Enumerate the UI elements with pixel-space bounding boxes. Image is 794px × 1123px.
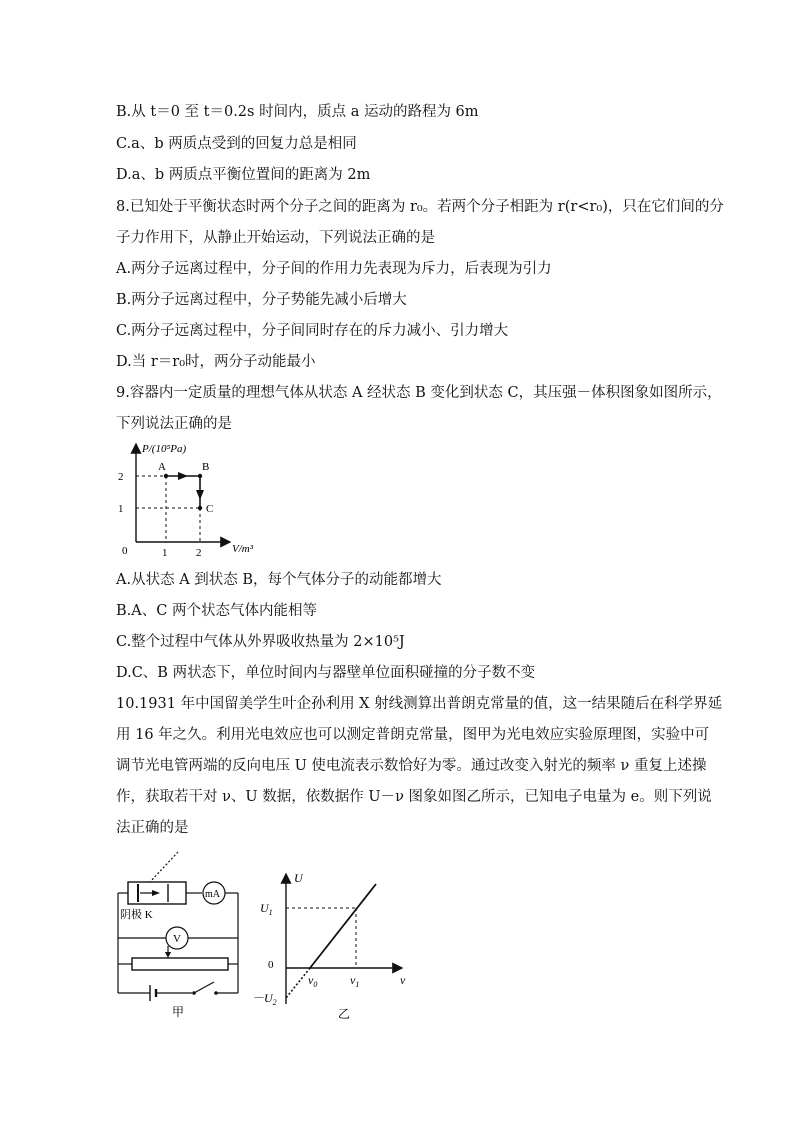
pv-origin-label: 0: [122, 545, 128, 557]
nu-axis-label: ν: [400, 973, 406, 987]
u-nu-graph: [252, 864, 422, 1024]
option-b-wave: B.从 t＝0 至 t＝0.2s 时间内，质点 a 运动的路程为 6m: [116, 104, 479, 120]
pv-y-tick-1: 1: [118, 503, 124, 515]
circuit-diagram: [110, 848, 250, 1020]
pv-label-a: A: [158, 461, 166, 473]
question-8-option-a: A.两分子远离过程中，分子间的作用力先表现为斥力，后表现为引力: [116, 261, 552, 277]
option-c-wave: C.a、b 两质点受到的回复力总是相同: [116, 136, 357, 152]
uv-origin-label: 0: [268, 959, 274, 971]
question-9-stem: 9.容器内一定质量的理想气体从状态 A 经状态 B 变化到状态 C，其压强－体积图象如图所示，: [116, 385, 722, 401]
switch-lever: [194, 982, 214, 993]
question-10-stem-3: 调节光电管两端的反向电压 U 使电流表示数恰好为零。通过改变入射光的频率 ν 重复上述操: [116, 758, 707, 774]
pv-y-tick-2: 2: [118, 471, 124, 483]
pv-y-axis-label: P/(10⁵Pa): [142, 443, 187, 455]
question-9-option-b: B.A、C 两个状态气体内能相等: [116, 603, 317, 619]
figure-jia-caption: 甲: [172, 1005, 185, 1019]
pv-point-c: [198, 506, 202, 510]
question-10-stem-2: 用 16 年之久。利用光电效应也可以测定普朗克常量，图甲为光电效应实验原理图，实验中可: [116, 727, 710, 743]
pv-x-tick-1: 1: [162, 547, 168, 559]
pv-graph: [108, 438, 268, 560]
question-8-option-d: D.当 r＝r₀时，两分子动能最小: [116, 354, 316, 370]
question-10-stem-5: 法正确的是: [116, 820, 189, 836]
pv-point-a: [164, 474, 168, 478]
question-8-stem: 8.已知处于平衡状态时两个分子之间的距离为 r₀。若两个分子相距为 r(r<r₀)，只在它们间的分: [116, 199, 724, 215]
rheostat: [132, 958, 228, 970]
question-8-stem-cont: 子力作用下，从静止开始运动，下列说法正确的是: [116, 230, 435, 246]
minus-u2-label: $-U_2$: [252, 991, 277, 1007]
voltmeter-label: V: [173, 933, 181, 945]
question-10-stem: 10.1931 年中国留美学生叶企孙利用 X 射线测算出普朗克常量的值，这一结果随后在科学界延: [116, 696, 723, 712]
option-d-wave: D.a、b 两质点平衡位置间的距离为 2m: [116, 167, 371, 183]
nu0-label: $\nu_0$: [308, 973, 318, 989]
milliammeter-label: mA: [205, 889, 220, 900]
pv-x-axis-label: V/m³: [232, 543, 254, 555]
pv-label-b: B: [202, 461, 210, 473]
cathode-label: 阴极 K: [120, 909, 153, 921]
u-nu-extension: [286, 968, 310, 998]
nu1-label: $\nu_1$: [350, 973, 360, 989]
u1-label: $U_1$: [260, 901, 273, 917]
question-9-option-d: D.C、B 两状态下，单位时间内与器壁单位面积碰撞的分子数不变: [116, 665, 536, 681]
question-9-stem-cont: 下列说法正确的是: [116, 416, 232, 432]
question-10-stem-4: 作，获取若干对 ν、U 数据，依数据作 U－ν 图象如图乙所示，已知电子电量为 e。则下列说: [116, 789, 712, 805]
question-8-option-b: B.两分子远离过程中，分子势能先减小后增大: [116, 292, 407, 308]
question-8-option-c: C.两分子远离过程中，分子间同时存在的斥力减小、引力增大: [116, 323, 509, 339]
question-9-option-a: A.从状态 A 到状态 B，每个气体分子的动能都增大: [116, 572, 442, 588]
figure-yi-caption: 乙: [338, 1007, 351, 1021]
pv-label-c: C: [206, 503, 214, 515]
pv-x-tick-2: 2: [196, 547, 202, 559]
question-9-option-c: C.整个过程中气体从外界吸收热量为 2×10⁵J: [116, 634, 405, 650]
u-nu-line: [310, 884, 376, 968]
u-axis-label: U: [294, 871, 303, 885]
pv-point-b: [198, 474, 202, 478]
incident-light-ray: [150, 852, 178, 882]
